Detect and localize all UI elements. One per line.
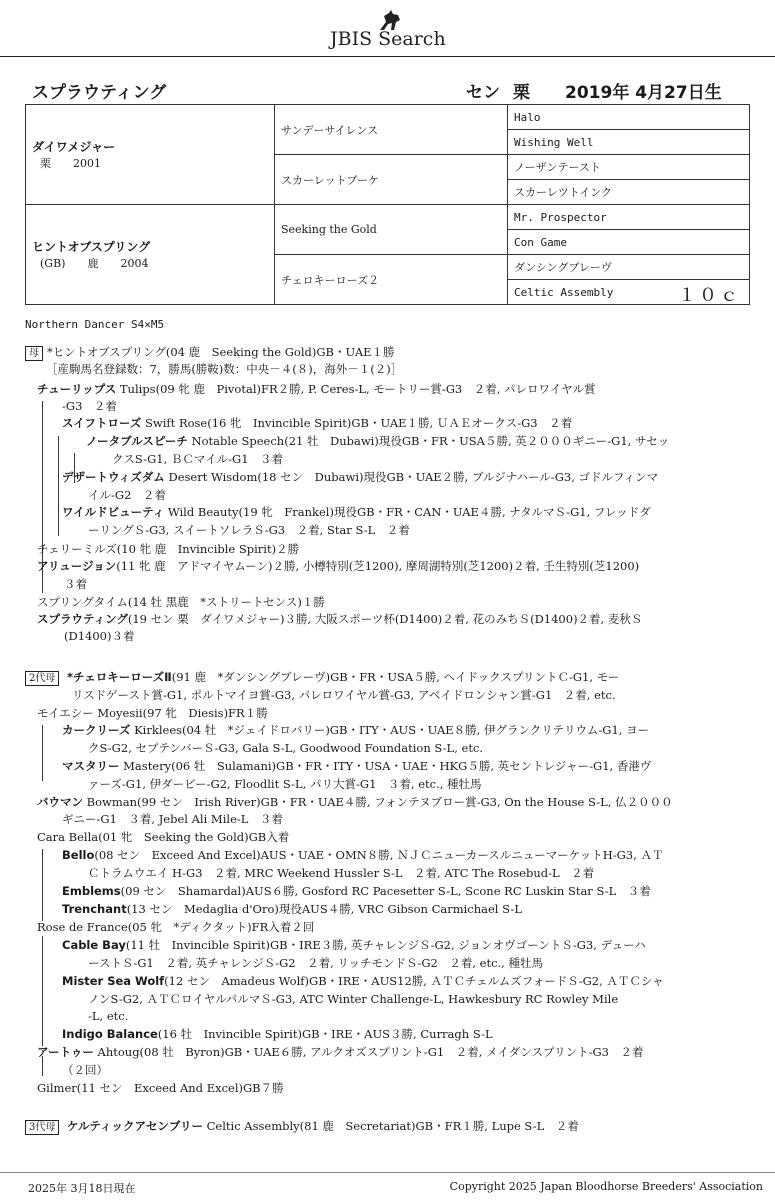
pedigree-gen3[interactable]: Con Game — [508, 230, 750, 255]
horse-name: スプラウティング — [32, 83, 167, 103]
record-continued: (D1400)３着 — [64, 629, 135, 643]
record-continued: ーリングＳ-G3, スイートソレラＳ-G3 ２着, Star S-L ２着 — [88, 523, 410, 537]
horse-record: (19 セン 栗 ダイワメジャー)３勝, 大阪スポーツ杯(D1400)２着, 花のみちＳ(D1400)２着, 麦秋Ｓ — [127, 612, 643, 626]
tree-line — [58, 436, 59, 536]
pedigree-gen3[interactable]: Celtic Assembly — [514, 285, 614, 299]
horse-record: (09 セン Shamardal)AUS６勝, Gosford RC Pacesetter S-L, Scone RC Luskin Star S-L ３着 — [120, 884, 651, 898]
horse-record: (12 セン Amadeus Wolf)GB・IRE・AUS12勝, ＡＴＣチェルムズフォードＳ-G2, ＡＴＣシャ — [164, 974, 664, 988]
pedigree-gen3[interactable]: Wishing Well — [508, 130, 750, 155]
record-continued: ーストＳ-G1 ２着, 英チャレンジＳ-G2 ２着, リッチモンドＳ-G2 ２着, etc., 種牡馬 — [88, 956, 543, 970]
horse-record: Kirklees(04 牡 *ジェイドロバリー)GB・ITY・AUS・UAE８勝, 伊グランクリテリウム-G1, ヨー — [134, 723, 650, 737]
third-dam-line — [25, 1118, 579, 1135]
record-continued: ３着 — [64, 577, 87, 591]
horse-link[interactable]: Bello — [62, 848, 95, 862]
offspring-line — [62, 415, 572, 432]
offspring-line — [62, 722, 649, 739]
record-continued: リスドゲースト賞-G1, ポルトマイヨ賞-G3, パレロワイヤル賞-G3, アベイドロンシャン賞-G1 ２着, etc. — [72, 688, 616, 702]
horse-link[interactable]: アートゥー — [37, 1045, 94, 1059]
offspring-line — [62, 758, 651, 775]
second-dam-line — [25, 669, 619, 686]
horse-link[interactable]: Trenchant — [62, 902, 127, 916]
family-number: １０ｃ — [678, 285, 741, 306]
horse-record: (11 牡 Invincible Spirit)GB・IRE３勝, 英チャレンジＳ-G2, ジョンオヴゴーントＳ-G3, デューハ — [125, 938, 646, 952]
as-of-date: 2025年 3月18日現在 — [28, 1182, 136, 1195]
record-continued: クS-G2, セプテンバーＳ-G3, Gala S-L, Goodwood Foundation S-L, etc. — [88, 741, 484, 755]
horse-link[interactable]: アリュージョン — [37, 559, 117, 573]
pedigree-table — [25, 104, 750, 305]
record-continued: イル-G2 ２着 — [88, 488, 166, 502]
horse-birth: 2019年 4月27日生 — [565, 83, 722, 103]
horse-link[interactable]: デザートウィズダム — [62, 470, 165, 484]
pedigree-sire[interactable] — [26, 105, 275, 205]
horse-link[interactable]: スイフトローズ — [62, 416, 142, 430]
logo-text: JBIS Search — [330, 28, 446, 50]
record-continued: -G3 ２着 — [62, 399, 117, 413]
horse-record: (13 セン Medaglia d'Oro)現役AUS４勝, VRC Gibson Carmichael S-L — [126, 902, 522, 916]
offspring-line[interactable]: スプリングタイム(14 牡 黒鹿 *ストリートセンス)１勝 — [37, 595, 325, 609]
offspring-line[interactable]: モイエシー Moyesii(97 牝 Diesis)FR１勝 — [37, 706, 268, 720]
offspring-line — [37, 794, 673, 811]
sire-name: ダイワメジャー — [32, 140, 116, 154]
footer-divider — [0, 1172, 775, 1173]
record-continued: ノンS-G2, ＡＴＣロイヤルパルマＳ-G3, ATC Winter Challenge-L, Hawkesbury RC Rowley Mile — [88, 992, 619, 1006]
horse-record: Swift Rose(16 牝 Invincible Spirit)GB・UAE１勝, ＵＡＥオークス-G3 ２着 — [145, 416, 573, 430]
horse-link[interactable]: バウマン — [37, 795, 83, 809]
horse-link[interactable]: Emblems — [62, 884, 121, 898]
tree-line — [42, 725, 43, 781]
offspring-line — [62, 973, 664, 990]
copyright: Copyright 2025 Japan Bloodhorse Breeders' Association — [449, 1180, 763, 1193]
horse-record: Ahtoug(08 牡 Byron)GB・UAE６勝, アルクオズスプリント-G1 ２着, メイダンスプリント-G3 ２着 — [97, 1045, 644, 1059]
tree-line — [42, 936, 43, 1046]
pedigree-gen3[interactable]: Mr. Prospector — [508, 205, 750, 230]
offspring-line — [37, 1044, 643, 1061]
horse-record: (11 牝 鹿 アドマイヤムーン)２勝, 小樽特別(芝1200), 摩周湖特別(芝1200)２着, 壬生特別(芝1200) — [116, 559, 640, 573]
offspring-line — [37, 558, 639, 575]
horse-record: (16 牡 Invincible Spirit)GB・IRE・AUS３勝, Curragh S-L — [157, 1027, 493, 1041]
pedigree-gen3[interactable]: ダンシングブレーヴ — [508, 255, 750, 280]
inbreeding-note: Northern Dancer S4×M5 — [25, 318, 165, 331]
horse-color: 栗 — [513, 83, 530, 103]
pedigree-dam[interactable] — [26, 205, 275, 305]
jbis-logo[interactable] — [318, 10, 468, 54]
horse-link[interactable]: ワイルドビューティ — [62, 505, 165, 519]
horse-link[interactable]: *チェロキーローズⅡ — [67, 670, 172, 684]
offspring-line — [62, 469, 658, 486]
offspring-line — [62, 504, 651, 521]
dam-line — [25, 344, 395, 361]
horse-record: Mastery(06 牡 Sulamani)GB・FR・ITY・USA・UAE・HKG５勝, 英セントレジャー-G1, 香港ヴ — [123, 759, 652, 773]
pedigree-gen3[interactable]: スカーレツトインク — [508, 180, 750, 205]
horse-link[interactable]: Cable Bay — [62, 938, 126, 952]
pedigree-dam-dam[interactable]: チェロキーローズ２ — [275, 255, 508, 305]
second-dam-tag: 2代母 — [25, 671, 59, 686]
record-continued: ァーズ-G1, 伊ダービー-G2, Floodlit S-L, パリ大賞-G1 ３着, etc., 種牡馬 — [88, 777, 482, 791]
pedigree-gen3[interactable]: Halo — [508, 105, 750, 130]
horse-link[interactable]: マスタリー — [62, 759, 120, 773]
horse-record: Tulips(09 牝 鹿 Pivotal)FR２勝, P. Ceres-L, モートリー賞-G3 ２着, パレロワイヤル賞 — [119, 382, 596, 396]
horse-link[interactable]: ケルティックアセンブリー — [67, 1119, 203, 1133]
horse-record: (91 鹿 *ダンシングブレーヴ)GB・FR・USA５勝, ヘイドックスプリントＣ-G1, モー — [171, 670, 620, 684]
tree-line — [42, 849, 43, 921]
offspring-line — [62, 847, 663, 864]
horse-record: Celtic Assembly(81 鹿 Secretariat)GB・FR１勝, Lupe S-L ２着 — [206, 1119, 579, 1133]
horse-link[interactable]: ノータブルスピーチ — [86, 434, 188, 448]
horse-link[interactable]: Indigo Balance — [62, 1027, 158, 1041]
offspring-line — [62, 1026, 493, 1043]
horse-link[interactable]: カークリーズ — [62, 723, 131, 737]
pedigree-dam-sire[interactable]: Seeking the Gold — [275, 205, 508, 255]
horse-sex: セン — [466, 83, 500, 103]
offspring-line[interactable]: Cara Bella(01 牝 Seeking the Gold)GB入着 — [37, 830, 290, 844]
pedigree-gen3[interactable]: ノーザンテースト — [508, 155, 750, 180]
horse-record: Wild Beauty(19 牝 Frankel)現役GB・FR・CAN・UAE４勝, ナタルマＳ-G1, フレッドダ — [167, 505, 651, 519]
record-continued: ギニー-G1 ３着, Jebel Ali Mile-L ３着 — [62, 812, 283, 826]
record-continued: （２回） — [62, 1063, 108, 1077]
horse-record: Desert Wisdom(18 セン Dubawi)現役GB・UAE２勝, ブルジナハール-G3, ゴドルフィンマ — [168, 470, 659, 484]
horse-link[interactable]: Mister Sea Wolf — [62, 974, 165, 988]
horse-link[interactable]: チューリップス — [37, 382, 117, 396]
offspring-line[interactable]: チェリーミルズ(10 牝 鹿 Invincible Spirit)２勝 — [37, 542, 300, 556]
header-divider — [0, 56, 775, 57]
horse-link[interactable]: スプラウティング — [37, 612, 128, 626]
offspring-line — [62, 883, 651, 900]
record-continued: クスS-G1, ＢＣマイル-G1 ３着 — [112, 452, 284, 466]
offspring-line — [62, 937, 646, 954]
offspring-line[interactable]: Rose de France(05 牝 *ディクタット)FR入着２回 — [37, 920, 315, 934]
offspring-line — [37, 381, 596, 398]
offspring-line — [62, 901, 522, 918]
dam-info: (GB) 鹿 2004 — [40, 257, 149, 270]
pedigree-sire-dam[interactable]: スカーレットブーケ — [275, 155, 508, 205]
offspring-summary: ［産駒馬名登録数：7，勝馬(勝鞍)数：中央－４(８)，海外－１(２)］ — [46, 362, 403, 376]
offspring-line[interactable]: Gilmer(11 セン Exceed And Excel)GB７勝 — [37, 1081, 284, 1095]
dam-entry[interactable]: *ヒントオブスプリング(04 鹿 Seeking the Gold)GB・UAE１勝 — [47, 345, 395, 359]
horse-record: Notable Speech(21 牡 Dubawi)現役GB・FR・USA５勝, 英２０００ギニー-G1, サセッ — [191, 434, 670, 448]
offspring-line — [86, 433, 669, 450]
pedigree-sire-sire[interactable]: サンデーサイレンス — [275, 105, 508, 155]
horse-record: (08 セン Exceed And Excel)AUS・UAE・OMN８勝, ＮＪＣニューカースルニューマーケットH-G3, ＡＴ — [94, 848, 664, 862]
offspring-line — [37, 611, 642, 628]
dam-name: ヒントオブスプリング — [32, 240, 151, 254]
sire-info: 栗 2001 — [40, 157, 101, 170]
dam-tag: 母 — [25, 346, 43, 361]
pedigree-gen3-family-cell — [508, 280, 750, 305]
third-dam-tag: 3代母 — [25, 1120, 59, 1135]
record-continued: -L, etc. — [88, 1009, 129, 1023]
horse-record: Bowman(99 セン Irish River)GB・FR・UAE４勝, フォンテヌブロー賞-G3, On the House S-L, 仏２０００ — [86, 795, 673, 809]
record-continued: Ｃトラムウエイ H-G3 ２着, MRC Weekend Hussler S-L ２着, ATC The Rosebud-L ２着 — [88, 866, 595, 880]
